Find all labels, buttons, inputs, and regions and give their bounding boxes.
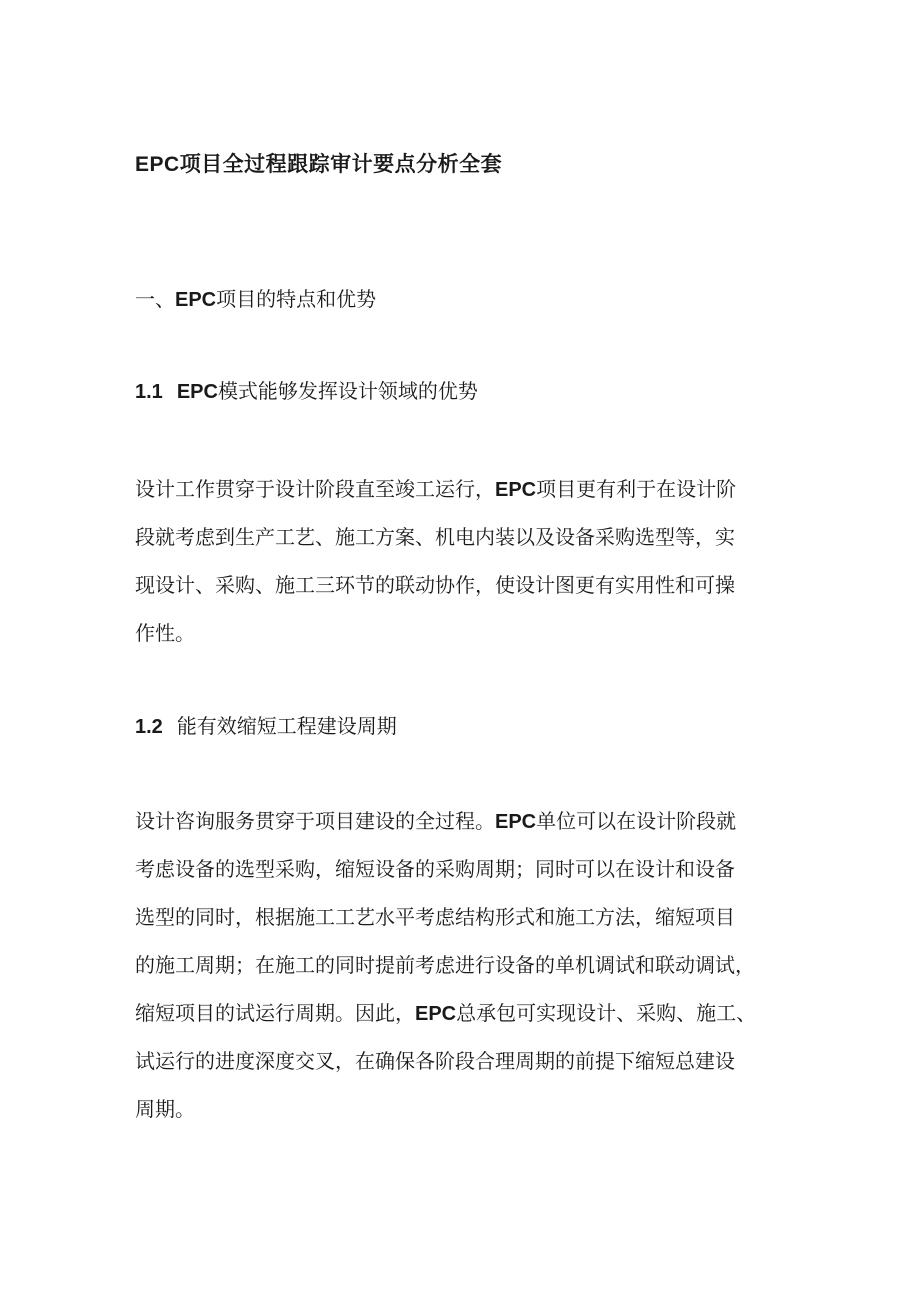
subsection-title: 能有效缩短工程建设周期 [176,714,397,738]
paragraph-line: 的施工周期；在施工的同时提前考虑进行设备的单机调试和联动调试， [135,953,755,977]
paragraph-1-2 [135,797,795,1133]
subsection-number: 1.2 [135,716,163,738]
paragraph-line: 考虑设备的选型采购，缩短设备的采购周期；同时可以在设计和设备 [135,857,735,881]
paragraph-line: 作性。 [135,621,195,645]
subsection-title: EPC模式能够发挥设计领域的优势 [176,379,478,403]
paragraph-1-1 [135,465,795,657]
document-title: EPC项目全过程跟踪审计要点分析全套 [135,151,503,176]
section-heading-1: 一、EPC项目的特点和优势 [135,287,377,311]
subsection-heading-1-1 [135,375,478,404]
paragraph-line: 试运行的进度深度交叉，在确保各阶段合理周期的前提下缩短总建设 [135,1049,735,1073]
paragraph-line: 设计工作贯穿于设计阶段直至竣工运行，EPC项目更有利于在设计阶 [135,477,737,501]
paragraph-line: 现设计、采购、施工三环节的联动协作，使设计图更有实用性和可操 [135,573,735,597]
paragraph-line: 周期。 [135,1097,195,1121]
paragraph-line: 选型的同时，根据施工工艺水平考虑结构形式和施工方法，缩短项目 [135,905,735,929]
paragraph-line: 设计咨询服务贯穿于项目建设的全过程。EPC单位可以在设计阶段就 [135,809,737,833]
paragraph-line: 缩短项目的试运行周期。因此，EPC总承包可实现设计、采购、施工、 [135,1001,757,1025]
paragraph-line: 段就考虑到生产工艺、施工方案、机电内装以及设备采购选型等，实 [135,525,735,549]
subsection-heading-1-2 [135,710,397,739]
subsection-number: 1.1 [135,381,163,403]
